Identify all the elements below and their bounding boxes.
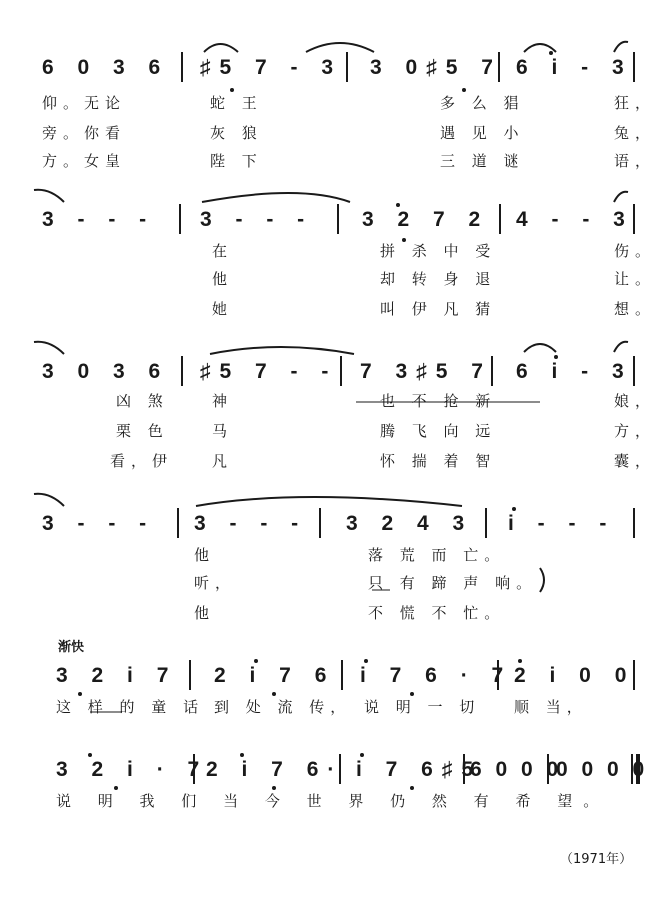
lyric-text: 囊， bbox=[614, 452, 657, 470]
measure-notes: 3 2 4 3 bbox=[346, 512, 474, 535]
tempo-marking: 渐快 bbox=[58, 640, 85, 655]
lyric-text: 狂， bbox=[614, 94, 657, 112]
footer-year: （1971年） bbox=[560, 852, 633, 867]
measure-notes: i 7 6♯5 bbox=[356, 758, 483, 781]
lyric-text: 三 道 谜 bbox=[440, 152, 525, 170]
lyric-text: 娘， bbox=[614, 392, 657, 410]
lyric-text: 伤。 bbox=[614, 242, 657, 260]
measure-notes: 3 - - - bbox=[194, 512, 308, 535]
measure-notes: 6 0 3 6 bbox=[42, 56, 170, 79]
measure-notes: 3 0 3 6 bbox=[42, 360, 170, 383]
measure-notes: 7 3♯5 7 bbox=[360, 360, 492, 383]
lyric-text: 灰 狼 bbox=[210, 124, 263, 142]
lyric-text: 多 么 猖 bbox=[440, 94, 525, 112]
measure-notes: 6 i - 3 bbox=[516, 360, 633, 383]
measure-notes: 2 i 0 0 bbox=[514, 664, 636, 687]
lyric-text: 蛇 王 bbox=[210, 94, 263, 112]
lyric-text: 也 不 抢 新 bbox=[380, 392, 497, 410]
lyric-text: 让。 bbox=[614, 270, 657, 288]
lyric-text: 他 bbox=[194, 546, 216, 564]
lyric-text: 遇 见 小 bbox=[440, 124, 525, 142]
lyric-text: 腾 飞 向 远 bbox=[380, 422, 497, 440]
lyric-text: 这 样 的 童 话 bbox=[56, 698, 205, 716]
measure-notes: 3 2 i · 7 bbox=[56, 758, 209, 781]
measure-notes: 3 2 7 2 bbox=[362, 208, 490, 231]
measure-notes: 0 0 0 0 bbox=[556, 758, 649, 781]
measure-notes: ♯5 7 - - bbox=[200, 360, 338, 383]
lyric-text: 旁。你看 bbox=[42, 124, 127, 142]
lyric-text: 看，伊 bbox=[110, 452, 174, 470]
lyric-text: 他 bbox=[212, 270, 234, 288]
lyric-text: 叫 伊 凡 猜 bbox=[380, 300, 497, 318]
lyric-text: 凶 煞 bbox=[116, 392, 169, 410]
lyric-text: 怀 揣 着 智 bbox=[380, 452, 497, 470]
lyric-text: 她 bbox=[212, 300, 234, 318]
measure-notes: 4 - - 3 bbox=[516, 208, 634, 231]
lyric-text: 马 bbox=[212, 422, 234, 440]
measure-notes: 6 i - 3 bbox=[516, 56, 633, 79]
lyric-text: 语， bbox=[614, 152, 657, 170]
lyric-text: 方， bbox=[614, 422, 657, 440]
measure-notes: ♯5 7 - 3 bbox=[200, 56, 343, 79]
lyric-text: 说 明 一 切 bbox=[364, 698, 481, 716]
measure-notes: 3 - - - bbox=[42, 208, 156, 231]
lyric-text: 栗 色 bbox=[116, 422, 169, 440]
measure-notes: 3 - - - bbox=[42, 512, 156, 535]
lyric-text: 在 bbox=[212, 242, 234, 260]
measure-notes: i 7 6 · 7 bbox=[360, 664, 513, 687]
measure-notes: i - - - bbox=[508, 512, 616, 535]
lyric-text: 方。女皇 bbox=[42, 152, 127, 170]
lyric-text: 神 bbox=[212, 392, 234, 410]
measure-notes: 6 0 0 0 bbox=[470, 758, 563, 781]
measure-notes: 3 - - - bbox=[200, 208, 314, 231]
lyric-text: 只 有 蹄 声 响。 bbox=[368, 574, 538, 592]
lyric-text: 拼 杀 中 受 bbox=[380, 242, 497, 260]
lyric-text: 说 明 我 们 当 今 世 界 仍 然 有 希 望。 bbox=[56, 792, 610, 810]
lyric-text: 他 bbox=[194, 604, 216, 622]
lyric-text: 想。 bbox=[614, 300, 657, 318]
measure-notes: 2 i 7 6· bbox=[206, 758, 344, 781]
lyric-text: 凡 bbox=[212, 452, 234, 470]
lyric-text: 兔， bbox=[614, 124, 657, 142]
measure-notes: 3 0♯5 7 bbox=[370, 56, 502, 79]
lyric-text: 到 处 流 传， bbox=[214, 698, 352, 716]
measure-notes: 3 2 i 7 bbox=[56, 664, 178, 687]
lyric-text: 不 慌 不 忙。 bbox=[368, 604, 506, 622]
lyric-text: 陛 下 bbox=[210, 152, 263, 170]
lyric-text: 仰。无论 bbox=[42, 94, 127, 112]
lyric-text: 顺 当， bbox=[514, 698, 588, 716]
lyric-text: 却 转 身 退 bbox=[380, 270, 497, 288]
lyric-text: 落 荒 而 亡。 bbox=[368, 546, 506, 564]
lyric-text: 听， bbox=[194, 574, 237, 592]
measure-notes: 2 i 7 6 bbox=[214, 664, 336, 687]
